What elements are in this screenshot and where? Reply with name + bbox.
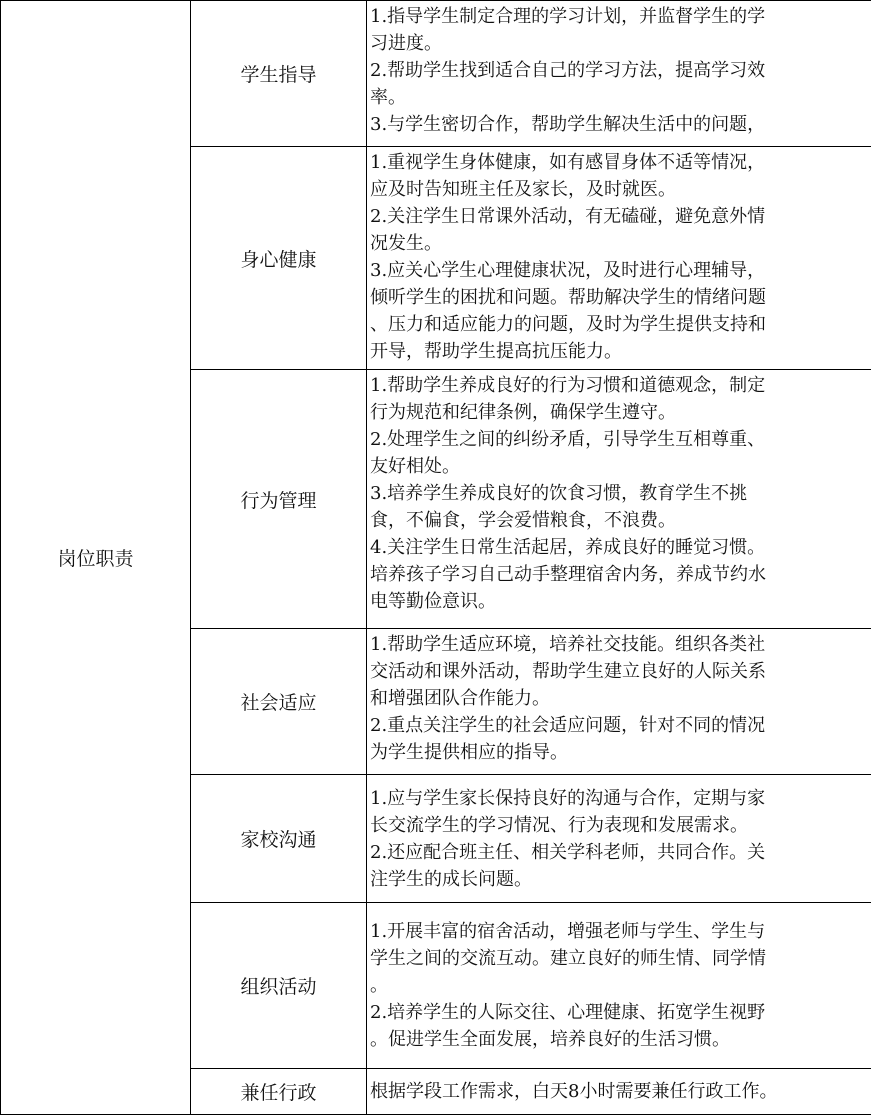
duty-description-line: 行为规范和纪律条例，确保学生遵守。: [370, 399, 867, 426]
duty-name-cell: [191, 1069, 367, 1115]
duty-name-cell: [191, 370, 367, 629]
duty-description-line: 3.培养学生养成良好的饮食习惯，教育学生不挑: [370, 480, 867, 507]
category-label: 岗位职责: [57, 548, 133, 570]
duty-name: 组织活动: [240, 976, 316, 998]
duty-description-line: 培养孩子学习自己动手整理宿舍内务，养成节约水: [370, 561, 867, 588]
duty-name-cell: [191, 1, 367, 147]
duty-name-cell: [191, 775, 367, 903]
duty-description-line: 倾听学生的困扰和问题。帮助解决学生的情绪问题: [370, 284, 867, 311]
duty-name-cell: [191, 147, 367, 370]
duty-description-line: 应及时告知班主任及家长，及时就医。: [370, 176, 867, 203]
duty-description-line: 。促进学生全面发展，培养良好的生活习惯。: [370, 1026, 867, 1053]
duty-description-line: 食，不偏食，学会爱惜粮食，不浪费。: [370, 507, 867, 534]
table-row: [1, 1, 871, 147]
duty-description-line: 2.处理学生之间的纠纷矛盾，引导学生互相尊重、: [370, 426, 867, 453]
duty-description-line: 为学生提供相应的指导。: [370, 739, 867, 766]
duty-name-cell: [191, 629, 367, 775]
duty-description-line: 根据学段工作需求，白天8小时需要兼任行政工作。: [370, 1078, 867, 1105]
duty-description-line: 2.帮助学生找到适合自己的学习方法，提高学习效: [370, 57, 867, 84]
duty-description-line: 长交流学生的学习情况、行为表现和发展需求。: [370, 812, 867, 839]
duty-description-line: 1.应与学生家长保持良好的沟通与合作，定期与家: [370, 785, 867, 812]
category-cell: [1, 1, 191, 1115]
duty-description-cell: [367, 370, 871, 629]
duty-name: 社会适应: [240, 692, 316, 714]
duty-name: 身心健康: [240, 249, 316, 271]
duty-description-cell: [367, 147, 871, 370]
duty-description-line: 1.帮助学生适应环境，培养社交技能。组织各类社: [370, 631, 867, 658]
duty-description-line: 3.与学生密切合作，帮助学生解决生活中的问题，: [370, 111, 867, 138]
duty-name-cell: [191, 903, 367, 1069]
duty-description-line: 4.关注学生日常生活起居，养成良好的睡觉习惯。: [370, 534, 867, 561]
duty-description-cell: [367, 1069, 871, 1115]
duty-name: 行为管理: [240, 490, 316, 512]
duty-description-line: 2.关注学生日常课外活动，有无磕碰，避免意外情: [370, 203, 867, 230]
duty-description-line: 1.指导学生制定合理的学习计划，并监督学生的学: [370, 3, 867, 30]
duty-description-line: 友好相处。: [370, 453, 867, 480]
duty-description-line: 1.帮助学生养成良好的行为习惯和道德观念，制定: [370, 372, 867, 399]
duty-description-cell: [367, 1, 871, 147]
duty-description-line: 2.还应配合班主任、相关学科老师，共同合作。关: [370, 839, 867, 866]
duty-description-line: 电等勤俭意识。: [370, 588, 867, 615]
duty-name: 家校沟通: [240, 829, 316, 851]
duty-description-line: 况发生。: [370, 230, 867, 257]
duty-description-line: 。: [370, 972, 867, 999]
duty-description-cell: [367, 629, 871, 775]
duty-description-cell: [367, 775, 871, 903]
duty-description-line: 3.应关心学生心理健康状况，及时进行心理辅导，: [370, 257, 867, 284]
duty-description-line: 开导，帮助学生提高抗压能力。: [370, 338, 867, 365]
duty-description-cell: [367, 903, 871, 1069]
duty-description-line: 2.重点关注学生的社会适应问题，针对不同的情况: [370, 712, 867, 739]
duty-description-line: 、压力和适应能力的问题，及时为学生提供支持和: [370, 311, 867, 338]
duty-description-line: 注学生的成长问题。: [370, 866, 867, 893]
duty-description-line: 习进度。: [370, 30, 867, 57]
duty-name: 学生指导: [240, 64, 316, 86]
duty-name: 兼任行政: [240, 1082, 316, 1104]
duty-description-line: 1.开展丰富的宿舍活动，增强老师与学生、学生与: [370, 918, 867, 945]
duty-description-line: 1.重视学生身体健康，如有感冒身体不适等情况，: [370, 149, 867, 176]
duty-description-line: 交活动和课外活动，帮助学生建立良好的人际关系: [370, 658, 867, 685]
duty-description-line: 和增强团队合作能力。: [370, 685, 867, 712]
duties-table-body: [1, 1, 871, 1115]
duty-description-line: 学生之间的交流互动。建立良好的师生情、同学情: [370, 945, 867, 972]
duty-description-line: 2.培养学生的人际交往、心理健康、拓宽学生视野: [370, 999, 867, 1026]
duty-description-line: 率。: [370, 84, 867, 111]
